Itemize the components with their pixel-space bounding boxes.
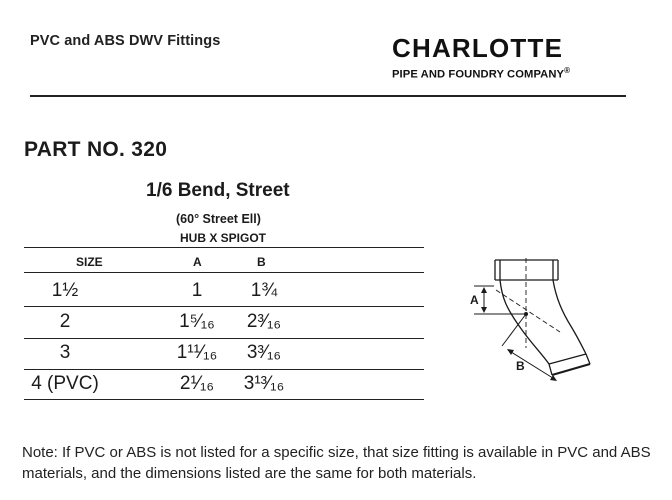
dim-b-label: B [516, 359, 525, 373]
spigot-side-right [586, 354, 590, 364]
table-row-rule [24, 338, 424, 339]
table-row-rule [24, 369, 424, 370]
table-row-rule [24, 306, 424, 307]
table-cell-size: 2 [59, 311, 71, 332]
dim-a-arrow-down [481, 307, 487, 313]
brand-subtitle [392, 64, 624, 82]
availability-note: Note: If PVC or ABS is not listed for a specific size, that size fitting is available in PVC and ABS materials, and the dimensions listed are the same for both materials. [22, 444, 651, 482]
table-top-rule [24, 247, 424, 248]
diagonal-centerline [496, 290, 560, 332]
table-cell-b: 1¾ [250, 280, 278, 301]
brand-logo [392, 35, 624, 82]
table-cell-b: 2³⁄₁₆ [246, 311, 282, 332]
registered-mark: ® [564, 66, 571, 75]
dim-a-label: A [470, 293, 479, 307]
table-cell-size: 1½ [51, 280, 79, 301]
column-header-size: SIZE [76, 255, 103, 269]
table-cell-size: 3 [59, 342, 71, 363]
brand-subtitle-text: PIPE AND FOUNDRY COMPANY [392, 68, 565, 81]
table-cell-a: 1¹¹⁄₁₆ [176, 342, 218, 363]
table-cell-a: 1 [191, 280, 203, 301]
fitting-alt-name: (60° Street Ell) [176, 212, 261, 226]
fitting-diagram [450, 250, 600, 390]
header-divider [30, 95, 626, 97]
spigot-side-left [549, 364, 552, 375]
dim-a-arrow-up [481, 287, 487, 293]
fitting-connection: HUB X SPIGOT [180, 231, 267, 245]
table-cell-a: 2¹⁄₁₆ [179, 373, 215, 394]
table-header-rule [24, 272, 424, 273]
catalog-section-title: PVC and ABS DWV Fittings [30, 33, 221, 49]
spigot-end-inner [549, 354, 586, 364]
table-cell-a: 1⁵⁄₁₆ [179, 311, 215, 332]
body-outer-curve [553, 280, 586, 354]
column-header-a: A [193, 255, 202, 269]
table-bottom-rule [24, 399, 424, 400]
brand-name: CHARLOTTE [392, 33, 564, 63]
table-cell-b: 3¹³⁄₁₆ [243, 373, 285, 394]
part-number: PART NO. 320 [24, 138, 168, 161]
spigot-end-outer [552, 364, 590, 375]
body-inner-curve [500, 280, 549, 364]
dim-b-arrow-left [507, 349, 514, 355]
column-header-b: B [257, 255, 266, 269]
table-cell-size: 4 (PVC) [31, 373, 99, 394]
fitting-name: 1/6 Bend, Street [146, 180, 290, 201]
table-cell-b: 3³⁄₁₆ [246, 342, 282, 363]
dim-b-arrow-right [550, 375, 557, 381]
